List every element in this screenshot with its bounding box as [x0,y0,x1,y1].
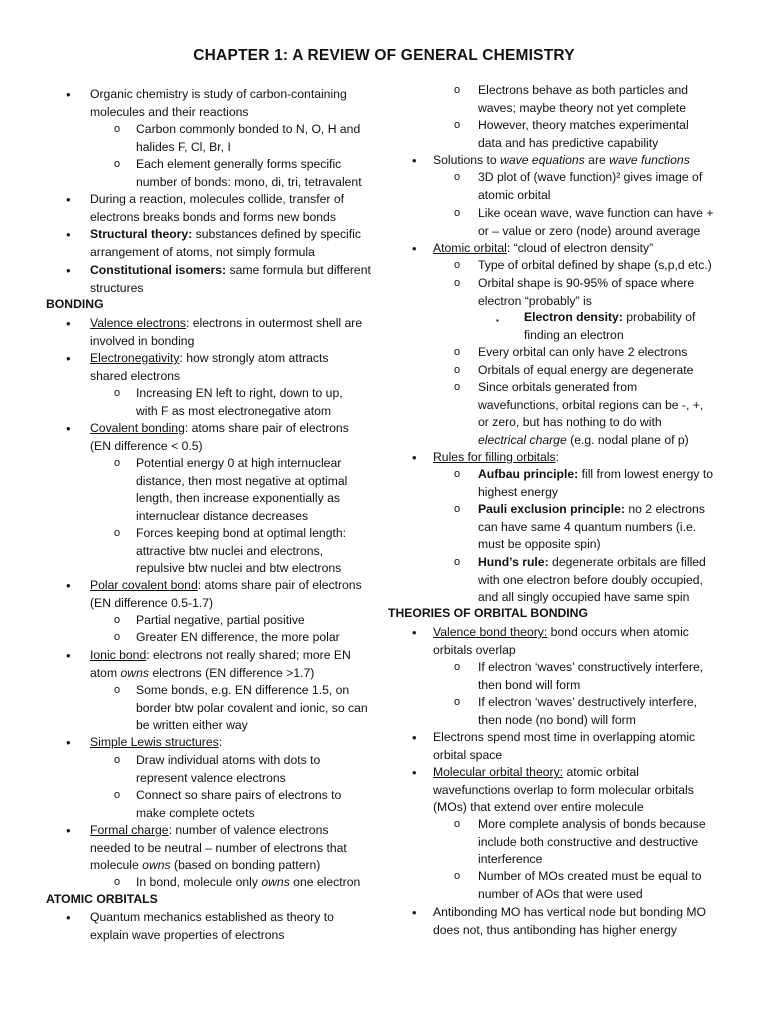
circle-bullet-icon: o [114,876,121,888]
list-item-line: However, theory matches experimental [478,118,689,132]
term-label: Ionic bond [90,648,147,662]
bullet-icon: • [412,730,417,745]
list-item-line: Electrons behave as both particles and [478,83,689,97]
list-item-line: highest energy [478,484,558,499]
list-item-line: involved in bonding [90,333,195,348]
list-item-line: Increasing EN left to right, down to up, [136,386,343,400]
page-title: CHAPTER 1: A REVIEW OF GENERAL CHEMISTRY [193,47,575,64]
bullet-icon: • [412,765,417,780]
list-item-line: orbitals overlap [433,642,516,657]
list-item-line: structures [90,280,144,295]
list-item-line: does not, thus antibonding has higher energy [433,922,677,937]
bullet-icon: • [66,823,71,838]
list-item-line [90,226,361,244]
circle-bullet-icon: o [114,684,121,696]
list-item-line: Solutions to wave equations are wave functions [433,153,690,167]
bullet-icon: • [66,351,71,366]
bullet-icon: • [66,578,71,593]
list-item-line: Draw individual atoms with dots to [136,753,321,767]
term-label: Pauli exclusion principle: [478,502,625,516]
list-item-line: Orbitals of equal energy are degenerate [478,363,694,377]
list-item-line [433,624,689,642]
list-item-line [478,554,706,572]
circle-bullet-icon: o [114,457,121,469]
list-item-line: represent valence electrons [136,770,286,785]
bullet-icon: • [412,905,417,920]
term-definition: : number of valence electrons [168,823,329,837]
circle-bullet-icon: o [454,381,461,393]
term-label: Electronegativity [90,351,180,365]
circle-bullet-icon: o [454,84,461,96]
list-item-line [90,420,349,438]
bullet-icon: • [412,450,417,465]
list-item-line: with F as most electronegative atom [136,403,332,418]
bullet-icon: • [66,87,71,102]
list-item-line [90,577,362,595]
term-label: Hund’s rule: [478,555,549,569]
term-definition: same formula but different [226,263,371,277]
term-label: Valence bond theory: [433,625,548,639]
term-definition: degenerate orbitals are filled [548,555,706,569]
list-item-line [90,734,222,752]
list-item-line: molecule owns (based on bonding pattern) [90,858,321,872]
list-item-line: Since orbitals generated from [478,380,638,394]
circle-bullet-icon: o [454,818,461,830]
list-item-line: waves; maybe theory not yet complete [478,100,686,115]
list-item-line [433,240,653,258]
list-item-line: include both constructive and destructive [478,834,699,849]
term-label: Atomic orbital [433,241,507,255]
circle-bullet-icon: o [454,277,461,289]
list-item-line: Carbon commonly bonded to N, O, H and [136,122,361,136]
list-item-line: atomic orbital [478,187,551,202]
list-item-line: repulsive btw nuclei and btw electrons [136,561,342,575]
list-item-line: electron “probably” is [478,293,592,308]
term-label: Constitutional isomers: [90,263,227,277]
term-definition: : [555,450,559,464]
list-item-line: attractive btw nuclei and electrons, [136,543,323,558]
list-item-line: explain wave properties of electrons [90,927,285,942]
bullet-icon: • [66,316,71,331]
list-item-line: Partial negative, partial positive [136,613,305,627]
list-item-line [478,501,705,519]
list-item-line: must be opposite spin) [478,537,601,551]
term-definition: : atoms share pair of electrons [197,578,362,592]
term-definition: : “cloud of electron density” [506,241,654,255]
circle-bullet-icon: o [454,346,461,358]
bullet-icon: • [412,625,417,640]
circle-bullet-icon: o [454,503,461,515]
list-item-line: If electron ‘waves’ destructively interfere, [478,695,698,709]
term-definition: no 2 electrons [624,502,705,516]
list-item-line: electrical charge (e.g. nodal plane of p) [478,432,689,447]
list-item-line: or zero, but has nothing to do with [478,415,662,429]
list-item-line: (EN difference 0.5-1.7) [90,595,214,610]
list-item-line: finding an electron [524,327,624,342]
list-item-line [90,315,362,333]
term-label: Simple Lewis structures [90,735,219,749]
term-label: Polar covalent bond [90,578,198,592]
bullet-icon: • [66,910,71,925]
list-item-line: can have same 4 quantum numbers (i.e. [478,519,697,534]
list-item-line: wavefunctions overlap to form molecular orbitals [433,782,694,797]
circle-bullet-icon: o [454,259,461,271]
circle-bullet-icon: o [454,364,461,376]
square-bullet-icon: ▪ [496,316,499,325]
term-label: Aufbau principle: [478,467,579,481]
list-item-line: molecules and their reactions [90,104,249,119]
list-item-line: distance, then most negative at optimal [136,473,348,488]
term-definition: : how strongly atom attracts [179,351,329,365]
list-item-line: Organic chemistry is study of carbon-containing [90,87,347,101]
bullet-icon: • [66,735,71,750]
list-item-line: Number of MOs created must be equal to [478,869,702,883]
list-item-line: Some bonds, e.g. EN difference 1.5, on [136,683,350,697]
section-heading: BONDING [46,297,104,311]
term-label: Formal charge [90,823,169,837]
circle-bullet-icon: o [454,468,461,480]
list-item-line: data and has predictive capability [478,135,659,150]
list-item-line: Each element generally forms specific [136,157,342,171]
bullet-icon: • [412,241,417,256]
bullet-icon: • [66,227,71,242]
list-item-line: Connect so share pairs of electrons to [136,788,342,802]
circle-bullet-icon: o [454,171,461,183]
list-item-line: During a reaction, molecules collide, transfer of [90,192,345,206]
circle-bullet-icon: o [454,556,461,568]
list-item-line: Orbital shape is 90-95% of space where [478,276,695,290]
circle-bullet-icon: o [454,696,461,708]
list-item-line: Potential energy 0 at high internuclear [136,456,342,470]
list-item-line: make complete octets [136,805,255,820]
list-item-line: or – value or zero (node) around average [478,223,701,238]
list-item-line: orbital space [433,747,503,762]
list-item-line: Type of orbital defined by shape (s,p,d etc.) [478,258,712,272]
list-item-line: Electrons spend most time in overlapping atomic [433,730,696,744]
list-item-line: be written either way [136,718,248,732]
term-label: Electron density: [524,310,623,324]
term-label: Covalent bonding [90,421,185,435]
list-item-line [90,647,351,665]
term-definition: : electrons in outermost shell are [185,316,363,330]
term-definition: probability of [622,310,696,324]
term-label: Rules for filling orbitals [433,450,556,464]
list-item-line: More complete analysis of bonds because [478,817,706,831]
circle-bullet-icon: o [114,631,121,643]
bullet-icon: • [66,421,71,436]
list-item-line: shared electrons [90,368,181,383]
list-item-line: (EN difference < 0.5) [90,438,203,453]
list-item-line [433,764,639,782]
list-item-line: (MOs) that extend over entire molecule [433,800,644,814]
list-item-line: length, then increase exponentially as [136,491,340,505]
bullet-icon: • [412,153,417,168]
list-item-line: halides F, Cl, Br, I [136,139,231,154]
circle-bullet-icon: o [454,207,461,219]
term-definition: fill from lowest energy to [578,467,714,481]
term-definition: substances defined by specific [192,227,361,241]
circle-bullet-icon: o [114,123,121,135]
list-item-line: Forces keeping bond at optimal length: [136,526,347,540]
circle-bullet-icon: o [454,119,461,131]
list-item-line: then bond will form [478,677,581,692]
term-definition: : electrons not really shared; more EN [146,648,351,662]
list-item-line: Quantum mechanics established as theory to [90,910,334,924]
circle-bullet-icon: o [114,754,121,766]
circle-bullet-icon: o [114,614,121,626]
list-item-line: wavefunctions, orbital regions can be -, +, [478,397,704,412]
term-definition: atomic orbital [563,765,639,779]
list-item-line: number of bonds: mono, di, tri, tetravalent [136,174,362,189]
list-item-line [524,309,695,327]
list-item-line [433,449,559,467]
list-item-line: atom owns electrons (EN difference >1.7) [90,665,315,680]
list-item-line: border btw polar covalent and ionic, so can [136,700,368,715]
list-item-line: interference [478,852,543,866]
bullet-icon: • [66,192,71,207]
term-label: Structural theory: [90,227,193,241]
list-item-line: then node (no bond) will form [478,712,636,727]
list-item-line [478,466,713,484]
circle-bullet-icon: o [114,789,121,801]
list-item-line [90,262,371,280]
circle-bullet-icon: o [114,527,121,539]
circle-bullet-icon: o [454,661,461,673]
term-definition: bond occurs when atomic [547,625,689,639]
list-item-line: arrangement of atoms, not simply formula [90,244,315,259]
bullet-icon: • [66,263,71,278]
list-item-line: and all singly occupied have same spin [478,590,690,604]
circle-bullet-icon: o [114,387,121,399]
list-item-line: In bond, molecule only owns one electron [136,875,361,889]
list-item-line: with one electron before doubly occupied, [478,572,703,587]
list-item-line: number of AOs that were used [478,886,643,901]
list-item-line: electrons breaks bonds and forms new bonds [90,209,336,224]
list-item-line: Antibonding MO has vertical node but bonding MO [433,905,707,919]
list-item-line: needed to be neutral – number of electrons that [90,840,347,855]
list-item-line: 3D plot of (wave function)² gives image of [478,170,703,184]
list-item-line [90,350,328,368]
list-item-line: If electron ‘waves’ constructively interfere, [478,660,704,674]
list-item-line: internuclear distance decreases [136,508,309,523]
term-label: Molecular orbital theory: [433,765,564,779]
section-heading: ATOMIC ORBITALS [46,892,158,906]
list-item-line: Every orbital can only have 2 electrons [478,345,688,359]
section-heading: THEORIES OF ORBITAL BONDING [388,606,588,620]
list-item-line: Greater EN difference, the more polar [136,630,340,644]
list-item-line: Like ocean wave, wave function can have + [478,206,714,220]
term-definition: : [218,735,223,749]
bullet-icon: • [66,648,71,663]
term-definition: : atoms share pair of electrons [184,421,349,435]
term-label: Valence electrons [90,316,186,330]
list-item-line [90,822,328,840]
circle-bullet-icon: o [454,870,461,882]
circle-bullet-icon: o [114,158,121,170]
